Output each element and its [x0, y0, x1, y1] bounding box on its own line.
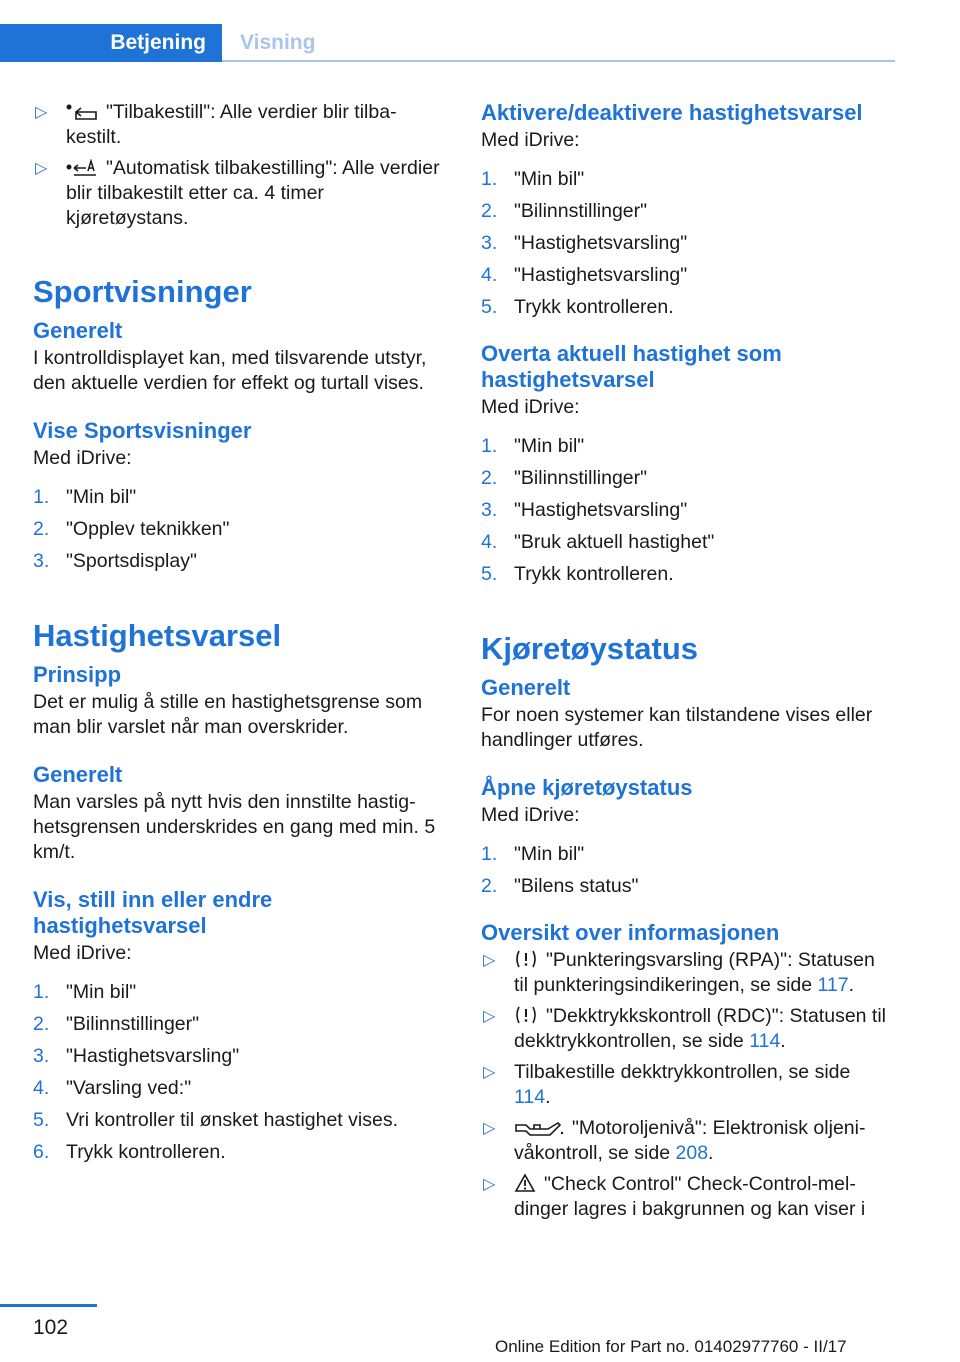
steps-still-inn — [33, 980, 443, 1165]
page-ref-link[interactable]: 117 — [817, 973, 849, 996]
tab-betjening[interactable]: Betjening — [0, 24, 222, 62]
tab-visning[interactable]: Visning — [240, 31, 316, 54]
list-item: 1. "Min bil" — [481, 434, 585, 457]
triangle-bullet-icon: ▷ — [35, 160, 48, 177]
list-item: 1. "Min bil" — [33, 981, 137, 1004]
oil-can-icon — [514, 1117, 564, 1137]
paragraph-prinsipp: Det er mulig å stille en hastighetsgrense som man blir varslet når man overskrider. — [33, 691, 423, 739]
list-item: 2. "Bilinnstillinger" — [33, 1013, 200, 1036]
list-item: ▷ Tilbakestille dekktrykkontrollen, se side 114. — [483, 1060, 851, 1108]
list-item: 1. "Min bil" — [481, 842, 585, 865]
list-item: 3. "Sportsdisplay" — [33, 550, 197, 573]
heading-oversikt: Oversikt over informasjonen — [481, 919, 780, 945]
list-item: ▷ "Dekktrykkskontroll (RDC)": Statusen til dekktrykkontrollen, se side 114. — [483, 1004, 887, 1052]
heading-generelt: Generelt — [33, 318, 123, 344]
list-item: 4. "Hastighetsvarsling" — [481, 263, 688, 286]
overview-list — [481, 948, 891, 1222]
reset-options-list — [33, 100, 443, 231]
intro-idrive: Med iDrive: — [33, 447, 132, 470]
reset-icon — [66, 103, 98, 121]
list-item: 3. "Hastighetsvarsling" — [481, 498, 688, 521]
page-ref-link[interactable]: 208 — [675, 1141, 709, 1164]
paragraph-generelt-status: For noen systemer kan tilstandene vises eller handlinger utføres. — [481, 704, 873, 751]
triangle-bullet-icon: ▷ — [483, 1007, 496, 1025]
paragraph-generelt: I kontrolldisplayet kan, med tilsvarende utstyr, den aktuelle verdien for effekt og turtall vises. — [33, 347, 427, 395]
triangle-bullet-icon: ▷ — [35, 104, 48, 121]
heading-apne-kjoretoystatus: Åpne kjøretøystatus — [481, 775, 693, 800]
list-item: 4. "Bruk aktuell hastighet" — [481, 530, 715, 553]
list-item: 2. "Opplev teknikken" — [33, 518, 230, 541]
list-item: ▷ "Motoroljenivå": Elektronisk oljenivåkontroll, se side 208. — [483, 1116, 866, 1164]
list-item: 5. Vri kontroller til ønsket hastighet vises. — [33, 1109, 398, 1132]
section-title-kjoretoystatus: Kjøretøystatus — [481, 630, 699, 666]
heading-generelt-status: Generelt — [481, 675, 571, 701]
reset-option-text: "Tilbakestill": Alle verdier blir tilbakestilt. — [66, 101, 397, 148]
triangle-bullet-icon: ▷ — [483, 951, 496, 969]
steps-apne-status — [481, 842, 891, 899]
footer-divider — [0, 1304, 97, 1307]
auto-reset-icon — [66, 159, 98, 177]
triangle-bullet-icon: ▷ — [483, 1063, 496, 1081]
left-column — [33, 100, 443, 1172]
warning-circle-icon — [514, 949, 538, 969]
page-ref-link[interactable]: 114 — [749, 1029, 781, 1052]
warning-triangle-icon — [514, 1173, 536, 1193]
heading-vis-still-inn: Vis, still inn eller endre hastighetsvarsel — [33, 887, 273, 939]
edition-note: Online Edition for Part no. 01402977760 - II/17 — [495, 1337, 847, 1356]
section-title-hastighetsvarsel: Hastighetsvarsel — [33, 618, 282, 654]
list-item: 5. Trykk kontrolleren. — [481, 295, 674, 318]
page-number: 102 — [33, 1316, 69, 1339]
list-item: 1. "Min bil" — [481, 167, 585, 190]
list-item: ▷ "Check Control" Check-Control-meldinger lagres i bakgrunnen og kan viser i — [483, 1172, 866, 1220]
section-title-sportvisninger: Sportvisninger — [33, 274, 252, 309]
list-item: 6. Trykk kontrolleren. — [33, 1141, 226, 1164]
intro-idrive: Med iDrive: — [481, 128, 580, 151]
auto-reset-option-text: "Automatisk tilbakestilling": Alle verdier blir tilbakestilt etter ca. 4 timer kjøretøystans. — [66, 157, 440, 229]
triangle-bullet-icon: ▷ — [483, 1119, 496, 1137]
list-item: 3. "Hastighetsvarsling" — [33, 1045, 240, 1068]
list-item: 3. "Hastighetsvarsling" — [481, 231, 688, 254]
heading-vise-sportsvisninger: Vise Sportsvisninger — [33, 418, 252, 444]
list-item: 2. "Bilinnstillinger" — [481, 199, 648, 222]
list-item — [33, 100, 443, 150]
steps-overta — [481, 434, 891, 587]
page-ref-link[interactable]: 114 — [514, 1085, 546, 1108]
list-item: 2. "Bilens status" — [481, 874, 639, 897]
paragraph-generelt-hastighet: Man varsles på nytt hvis den innstilte hastighetsgrensen underskrides en gang med min. 5 km/t. — [33, 791, 436, 864]
header-divider — [222, 60, 895, 62]
list-item — [33, 156, 443, 231]
intro-idrive: Med iDrive: — [481, 395, 580, 418]
intro-idrive: Med iDrive: — [33, 942, 132, 965]
heading-aktivere-deaktivere: Aktivere/deaktivere hastighetsvarsel — [481, 100, 863, 125]
list-item: 5. Trykk kontrolleren. — [481, 562, 674, 585]
steps-aktivere — [481, 167, 891, 320]
triangle-bullet-icon: ▷ — [483, 1175, 496, 1193]
list-item: 2. "Bilinnstillinger" — [481, 466, 648, 489]
header-tabbar — [0, 24, 895, 62]
list-item: 1. "Min bil" — [33, 486, 137, 509]
intro-idrive: Med iDrive: — [481, 803, 580, 826]
warning-circle-icon — [514, 1005, 538, 1025]
list-item: 4. "Varsling ved:" — [33, 1077, 192, 1100]
right-column — [481, 100, 891, 1228]
steps-sportsvisninger — [33, 485, 443, 574]
list-item: ▷ "Punkteringsvarsling (RPA)": Statusen til punkteringsindikeringen, se side 117. — [483, 948, 875, 996]
heading-generelt-hastighet: Generelt — [33, 762, 123, 788]
heading-overta-hastighet: Overta aktuell hastighet som hastighetsvarsel — [481, 340, 782, 392]
heading-prinsipp: Prinsipp — [33, 662, 122, 688]
